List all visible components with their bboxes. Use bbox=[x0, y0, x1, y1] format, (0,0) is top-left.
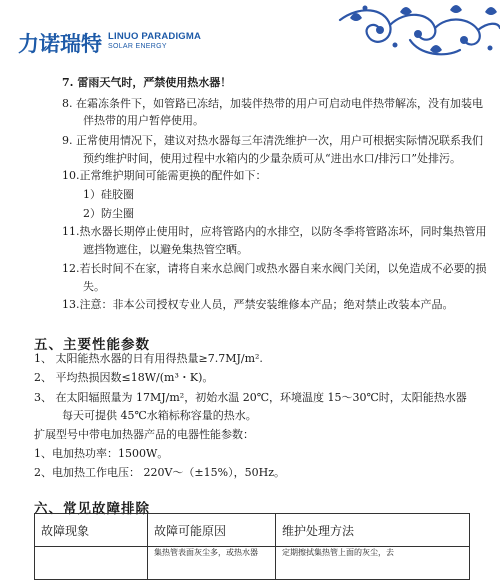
note-9: 9. 正常使用情况下，建议对热水器每三年清洗维护一次，用户可根据实际情况联系我们 bbox=[62, 134, 483, 147]
spec-extension-title: 扩展型号中带电加热器产品的电器性能参数： bbox=[34, 428, 254, 441]
section-title-performance: 五、主要性能参数 bbox=[34, 337, 150, 353]
floral-ornament-icon bbox=[330, 0, 500, 62]
column-header: 故障可能原因 bbox=[148, 514, 276, 547]
troubleshooting-table bbox=[34, 513, 470, 580]
section-title-troubleshooting: 六、常见故障排除 bbox=[34, 501, 150, 517]
spec-line-2: 2、 平均热损因数≤18W/(m³・K)。 bbox=[34, 371, 214, 384]
note-11-cont: 遮挡物遮住，以避免集热管空晒。 bbox=[83, 243, 248, 256]
spec-voltage: 2、电加热工作电压： 220V～（±15%），50Hz。 bbox=[34, 466, 285, 479]
logo-tagline: SOLAR ENERGY bbox=[108, 43, 167, 50]
table-cell: 集热管表面灰尘多，或热水器 bbox=[148, 547, 276, 580]
note-10-item-2: 2）防尘圈 bbox=[83, 207, 134, 220]
note-7: 7. 雷雨天气时，严禁使用热水器！ bbox=[62, 76, 232, 89]
note-11: 11.热水器长期停止使用时，应将管路内的水排空，以防冬季将管路冻坏，同时集热管用 bbox=[62, 225, 487, 238]
table-header-row bbox=[35, 514, 470, 547]
note-8-cont: 伴热带的用户暂停使用。 bbox=[83, 114, 204, 127]
note-10-item-1: 1）硅胶圈 bbox=[83, 188, 134, 201]
note-13: 13.注意：非本公司授权专业人员，严禁安装维修本产品；绝对禁止改装本产品。 bbox=[62, 298, 454, 311]
spec-line-3-cont: 每天可提供 45℃水箱标称容量的热水。 bbox=[62, 409, 257, 422]
note-8: 8. 在霜冻条件下，如管路已冻结，加装伴热带的用户可启动电伴热带解冻，没有加装电 bbox=[62, 97, 483, 110]
note-9-cont: 预约维护时间，使用过程中水箱内的少量杂质可从“进出水口/排污口”处排污。 bbox=[83, 152, 461, 165]
table-row bbox=[35, 547, 470, 580]
note-12: 12.若长时间不在家，请将自来水总阀门或热水器自来水阀门关闭，以免造成不必要的损 bbox=[62, 262, 487, 275]
logo-chinese: 力诺瑞特 bbox=[18, 32, 102, 56]
table-cell: 定期擦拭集热管上面的灰尘，去 bbox=[276, 547, 470, 580]
spec-line-3: 3、 在太阳辐照量为 17MJ/m²，初始水温 20℃，环境温度 15～30℃时，太阳能热水器 bbox=[34, 391, 467, 404]
note-10: 10.正常维护期间可能需更换的配件如下： bbox=[62, 169, 267, 182]
logo-english: LINUO PARADIGMA bbox=[108, 31, 202, 42]
table-cell bbox=[35, 547, 148, 580]
column-header: 维护处理方法 bbox=[276, 514, 470, 547]
spec-line-1: 1、 太阳能热水器的日有用得热量≥7.7MJ/m². bbox=[34, 352, 263, 365]
note-12-cont: 失。 bbox=[83, 280, 105, 293]
spec-power: 1、电加热功率：1500W。 bbox=[34, 447, 169, 460]
page-header bbox=[0, 0, 500, 62]
column-header: 故障现象 bbox=[35, 514, 148, 547]
